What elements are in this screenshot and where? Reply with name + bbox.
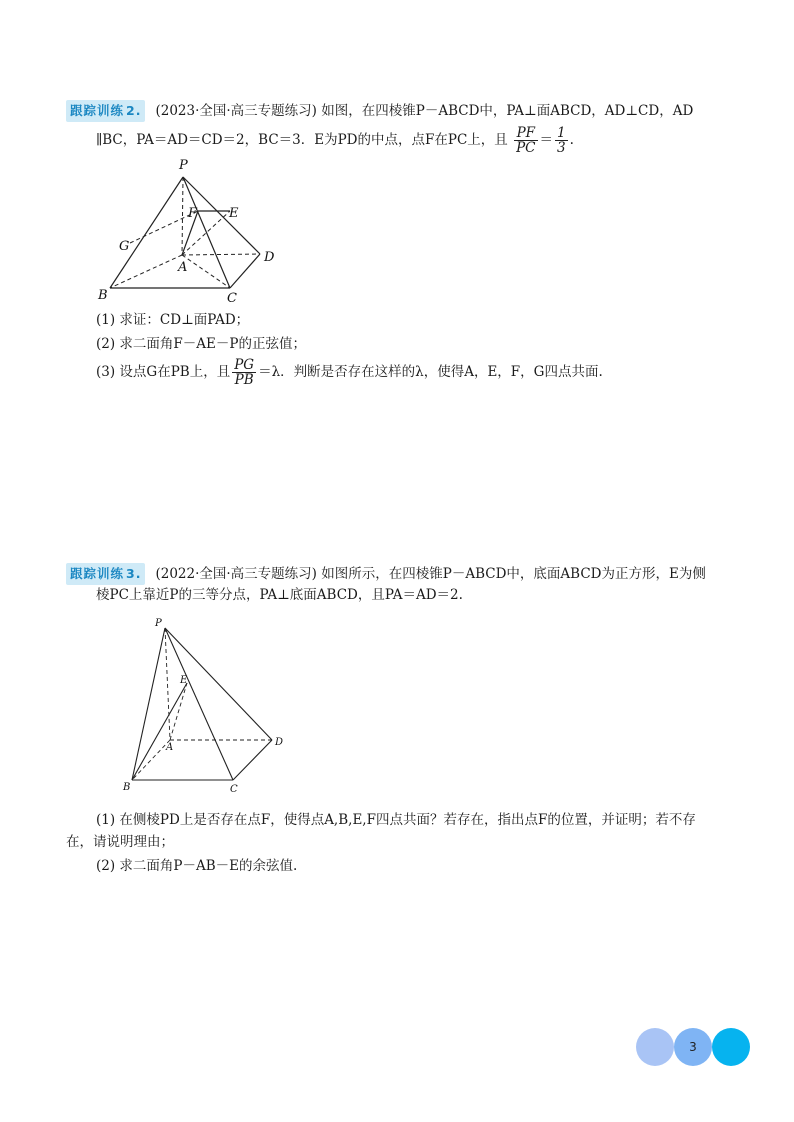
problem-source: (2023·全国·高三专题练习)	[155, 103, 317, 119]
pyramid-figure-2	[90, 155, 290, 305]
vertex-label-a: A	[166, 742, 174, 753]
problem-2-stem-line-2: ∥BC，PA＝AD＝CD＝2，BC＝3．E为PD的中点，点F在PC上，且 $\frac{PF}{PC}$ ＝ $\frac{1}{3}$ .	[96, 125, 574, 156]
fraction-pg-pb: $\frac{PG}{PB}$	[234, 357, 255, 388]
question-3-2: (2) 求二面角P－AB－E的余弦值.	[96, 858, 298, 874]
decor-circle-left	[636, 1028, 674, 1066]
problem-stem: 如图，在四棱锥P－ABCD中，PA⊥面ABCD，AD⊥CD，AD	[321, 103, 694, 119]
vertex-label-b: B	[98, 288, 108, 303]
problem-stem: 如图所示，在四棱锥P－ABCD中，底面ABCD为正方形，E为侧	[321, 566, 706, 582]
question-2-1: (1) 求证：CD⊥面PAD；	[96, 312, 250, 328]
fraction-pf-pc: $\frac{PF}{PC}$	[516, 125, 536, 156]
point-label-e: E	[229, 206, 239, 221]
vertex-label-c: C	[230, 784, 238, 795]
point-label-f: F	[188, 206, 198, 221]
point-label-g: G	[119, 239, 130, 254]
follow-training-tag: 跟踪训练 3.	[66, 563, 145, 585]
problem-3-stem-line-2: 棱PC上靠近P的三等分点，PA⊥底面ABCD，且PA＝AD＝2.	[96, 587, 463, 603]
question-3-1-line-1: (1) 在侧棱PD上是否存在点F，使得点A,B,E,F四点共面？若存在，指出点F的位置，并证明；若不存	[96, 812, 696, 828]
fraction-one-third: $\frac{1}{3}$	[557, 125, 566, 156]
vertex-label-c: C	[227, 291, 237, 305]
vertex-label-a: A	[178, 260, 188, 275]
question-3-1-line-2: 在，请说明理由；	[66, 834, 174, 850]
page-number: 3	[689, 1040, 697, 1054]
vertex-label-d: D	[275, 737, 284, 748]
question-2-2: (2) 求二面角F－AE－P的正弦值；	[96, 336, 306, 352]
decor-circle-right	[712, 1028, 750, 1066]
problem-2-stem-line-1	[66, 100, 693, 122]
point-label-e: E	[180, 675, 188, 686]
vertex-label-b: B	[123, 782, 131, 793]
vertex-label-p: P	[179, 158, 188, 173]
problem-3-stem-line-1	[66, 563, 706, 585]
problem-source: (2022·全国·高三专题练习)	[155, 566, 317, 582]
pyramid-figure-3	[120, 615, 300, 800]
page-number-badge	[636, 1028, 752, 1066]
vertex-label-d: D	[264, 250, 275, 265]
vertex-label-p: P	[155, 618, 162, 629]
question-2-3: (3) 设点G在PB上，且 $\frac{PG}{PB}$ ＝λ．判断是否存在这样的λ，使得A，E，F，G四点共面.	[96, 357, 603, 388]
follow-training-tag: 跟踪训练 2.	[66, 100, 145, 122]
problem-stem-cont: ∥BC，PA＝AD＝CD＝2，BC＝3．E为PD的中点，点F在PC上，且	[96, 132, 508, 148]
